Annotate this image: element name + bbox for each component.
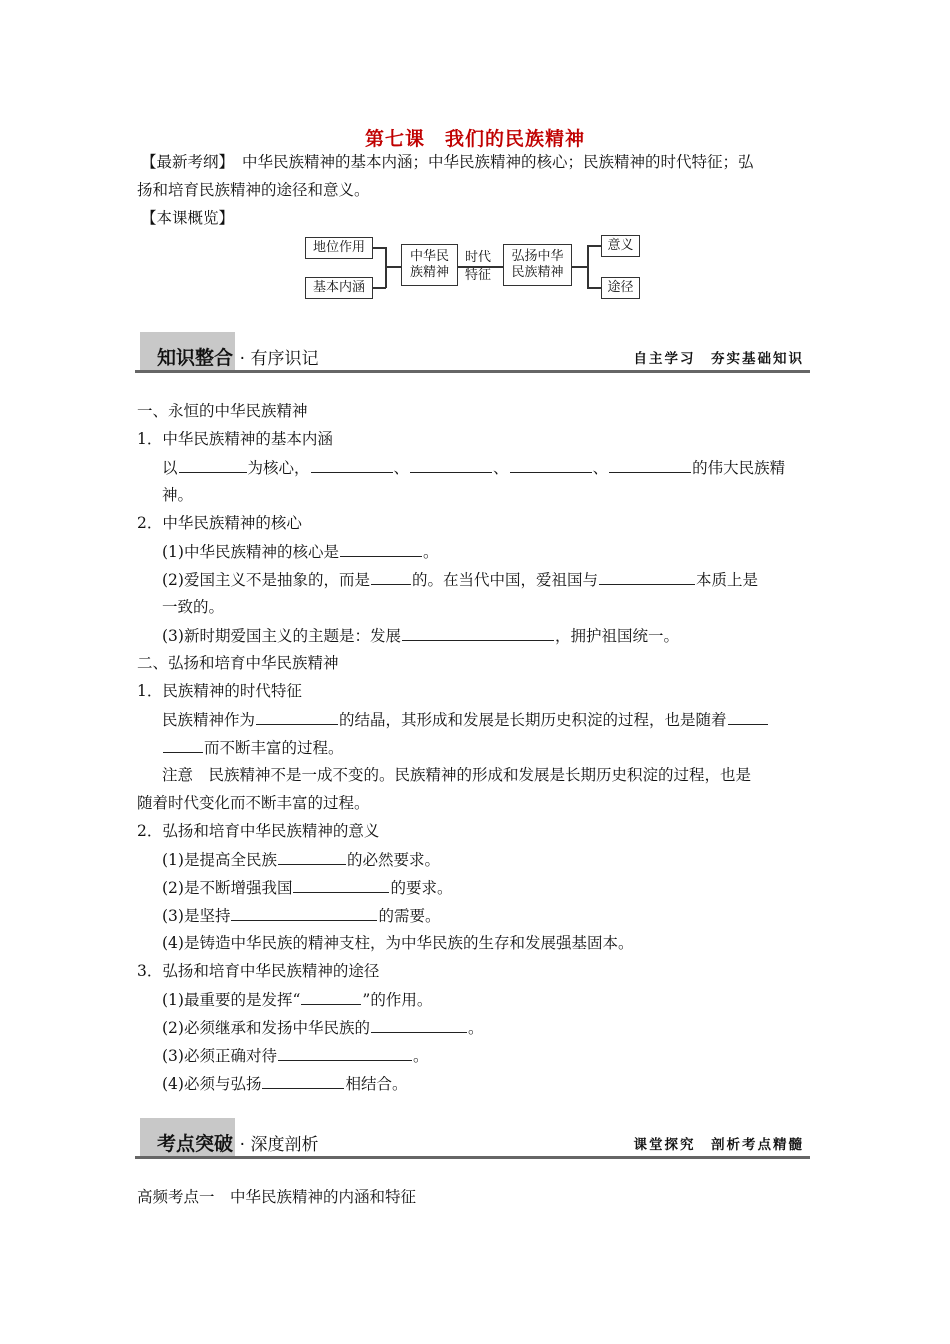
section-banner-knowledge [135,332,810,372]
text: 、 [393,459,410,477]
text: 。 [422,543,439,561]
diagram-box-role: 地位作用 [305,237,373,259]
blank[interactable] [599,569,695,585]
text: 。 [467,1019,484,1037]
blank[interactable] [262,1073,344,1089]
connector [572,266,588,268]
blank[interactable] [293,877,389,893]
fill-line-1-2-2 [162,569,758,590]
blank[interactable] [510,457,592,473]
text: 、 [592,459,609,477]
banner-right-text: 课堂探究 剖析考点精髓 [633,1137,804,1153]
fill-line-2-2-4: (4)是铸造中华民族的精神支柱，为中华民族的生存和发展强基固本。 [162,934,634,952]
fill-line-2-3-4 [162,1073,407,1094]
text: ，拥护祖国统一。 [554,627,679,645]
text: 而不断丰富的过程。 [204,739,344,757]
fill-line-2-2-2 [162,877,452,898]
text: 本质上是 [695,571,758,589]
text: 的要求。 [390,879,453,897]
text: ”的作用。 [362,991,433,1009]
diagram-mid-line2: 特征 [464,268,491,283]
text: 为核心， [247,459,310,477]
note-line-2: 随着时代变化而不断丰富的过程。 [137,794,370,812]
diagram-box-significance: 意义 [601,235,640,257]
subsection-2-1: 1．民族精神的时代特征 [137,682,302,700]
text: (1)是提高全民族 [162,851,277,869]
blank[interactable] [371,569,411,585]
subsection-2-3: 3．弘扬和培育中华民族精神的途径 [137,962,380,980]
diagram-box-ways: 途径 [601,277,640,299]
connector [457,266,503,268]
fill-line-2-3-2 [162,1017,483,1038]
fill-line-2-2-3 [162,905,440,926]
text: 以 [162,459,178,477]
blank[interactable] [609,457,691,473]
blank[interactable] [278,849,346,865]
fill-line-1-1 [162,457,785,478]
blank[interactable] [256,709,338,725]
fill-line-2-1 [162,709,769,730]
connector [587,287,601,289]
diagram-mid-line1: 时代 [464,250,491,265]
note-line-1: 注意 民族精神不是一成不变的。民族精神的形成和发展是长期历史积淀的过程，也是 [162,766,752,784]
connector [587,245,601,247]
fill-line-1-2-3 [162,625,679,646]
text: 的。在当代中国，爱祖国与 [411,571,598,589]
banner-heading-main: 知识整合 [157,347,234,369]
text: (1)中华民族精神的核心是 [162,543,339,561]
banner-heading [157,1129,318,1156]
connector [385,266,401,268]
text: (3)必须正确对待 [162,1047,277,1065]
fill-line-1-1-cont: 神。 [162,486,194,504]
outline-text-1: 中华民族精神的基本内涵；中华民族精神的核心；民族精神的时代特征；弘 [242,153,754,171]
diagram-box-spirit-line1: 中华民 [409,249,449,264]
text: (3)是坚持 [162,907,231,925]
fill-line-2-3-1 [162,989,432,1010]
banner-heading-main: 考点突破 [157,1133,234,1155]
text: 相结合。 [345,1075,408,1093]
diagram-box-promote-line2: 民族精神 [511,265,564,280]
blank[interactable] [311,457,393,473]
outline-label: 【最新考纲】 [141,153,235,171]
text: (3)新时期爱国主义的主题是：发展 [162,627,401,645]
fill-line-1-2-1 [162,541,438,562]
blank[interactable] [340,541,422,557]
banner-right-text: 自主学习 夯实基础知识 [633,351,804,367]
text: (4)必须与弘扬 [162,1075,262,1093]
text: 民族精神作为 [162,711,256,729]
text: (2)是不断增强我国 [162,879,293,897]
banner-heading-sub: · 深度剖析 [239,1135,319,1155]
diagram-box-spirit [401,244,458,286]
lesson-title: 第七课 我们的民族精神 [364,128,585,150]
blank[interactable] [301,989,361,1005]
outline-text-2: 扬和培育民族精神的途径和意义。 [137,181,370,199]
connector [587,245,589,288]
text: 的需要。 [378,907,441,925]
banner-heading-sub: · 有序识记 [239,349,319,369]
section-heading-1: 一、永恒的中华民族精神 [137,402,308,420]
text: 的结晶，其形成和发展是长期历史积淀的过程，也是随着 [339,711,727,729]
section-banner-exam-points [135,1118,810,1158]
overview-label: 【本课概览】 [141,209,235,227]
fill-line-2-3-3 [162,1045,428,1066]
blank[interactable] [402,625,554,641]
banner-heading [157,343,318,370]
blank[interactable] [278,1045,412,1061]
text: (1)最重要的是发挥“ [162,991,301,1009]
text: (2)必须继承和发扬中华民族的 [162,1019,370,1037]
text: 的伟大民族精 [692,459,786,477]
fill-line-2-1-cont [162,737,344,758]
blank[interactable] [728,709,768,725]
blank[interactable] [163,737,203,753]
blank[interactable] [371,1017,467,1033]
section-heading-2: 二、弘扬和培育中华民族精神 [137,654,339,672]
text: 的必然要求。 [346,851,440,869]
text: 、 [493,459,509,477]
diagram-box-spirit-line2: 族精神 [409,265,449,280]
subsection-1-2: 2．中华民族精神的核心 [137,514,302,532]
fill-line-1-2-2-cont: 一致的。 [162,598,225,616]
connector [385,247,387,288]
subsection-1-1: 1．中华民族精神的基本内涵 [137,430,333,448]
blank[interactable] [179,457,247,473]
diagram-box-promote [503,244,572,286]
text: (2)爱国主义不是抽象的，而是 [162,571,370,589]
outline-line-1 [141,152,754,172]
diagram-box-promote-line1: 弘扬中华 [511,249,564,264]
fill-line-2-2-1 [162,849,440,870]
blank[interactable] [231,905,377,921]
blank[interactable] [410,457,492,473]
exam-point-heading: 高频考点一 中华民族精神的内涵和特征 [137,1188,417,1206]
subsection-2-2: 2．弘扬和培育中华民族精神的意义 [137,822,380,840]
banner-rule [135,370,810,373]
text: 。 [412,1047,429,1065]
diagram-box-connotation: 基本内涵 [305,277,373,299]
banner-rule [135,1156,810,1159]
